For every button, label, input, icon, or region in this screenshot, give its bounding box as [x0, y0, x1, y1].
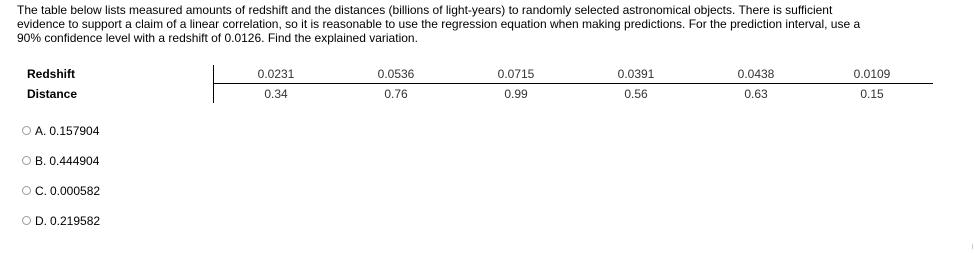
distance-cell: 0.56	[624, 87, 648, 101]
option-a-value: 0.157904	[49, 124, 100, 138]
distance-cell: 0.63	[744, 87, 768, 101]
data-table	[27, 65, 933, 103]
question-text	[17, 3, 957, 45]
corner-divider	[972, 244, 973, 249]
radio-button-c[interactable]	[22, 186, 31, 195]
option-a-letter: A.	[35, 124, 47, 138]
redshift-cell: 0.0536	[377, 67, 415, 81]
question-line-1: The table below lists measured amounts of redshift and the distances (billions of light-years) to randomly selected astronomical objects. There is sufficient	[17, 3, 833, 17]
option-d-letter: D.	[35, 214, 47, 228]
redshift-cell: 0.0231	[257, 67, 295, 81]
distance-cell: 0.99	[504, 87, 528, 101]
distance-cell: 0.15	[860, 87, 884, 101]
question-line-2: evidence to support a claim of a linear correlation, so it is reasonable to use the regression equation when making predictions. For the prediction interval, use a	[17, 17, 861, 31]
option-d[interactable]	[22, 214, 100, 244]
radio-button-a[interactable]	[22, 126, 31, 135]
redshift-cell: 0.0438	[737, 67, 775, 81]
question-line-3: 90% confidence level with a redshift of 0.0126. Find the explained variation.	[17, 31, 418, 45]
answer-options	[22, 124, 100, 244]
option-a[interactable]	[22, 124, 100, 154]
option-b-letter: B.	[35, 154, 47, 168]
redshift-cell: 0.0109	[853, 67, 891, 81]
distance-row-label: Distance	[27, 87, 78, 101]
radio-button-d[interactable]	[22, 216, 31, 225]
option-c-value: 0.000582	[50, 184, 101, 198]
table-horizontal-divider	[213, 83, 933, 84]
redshift-cell: 0.0391	[617, 67, 655, 81]
option-d-value: 0.219582	[50, 214, 101, 228]
redshift-row-label: Redshift	[27, 67, 75, 81]
option-b[interactable]	[22, 154, 100, 184]
distance-cell: 0.34	[264, 87, 288, 101]
option-b-value: 0.444904	[49, 154, 100, 168]
redshift-cell: 0.0715	[497, 67, 535, 81]
distance-cell: 0.76	[384, 87, 408, 101]
radio-button-b[interactable]	[22, 156, 31, 165]
option-c-letter: C.	[35, 184, 47, 198]
table-vertical-divider	[213, 65, 214, 103]
option-c[interactable]	[22, 184, 100, 214]
